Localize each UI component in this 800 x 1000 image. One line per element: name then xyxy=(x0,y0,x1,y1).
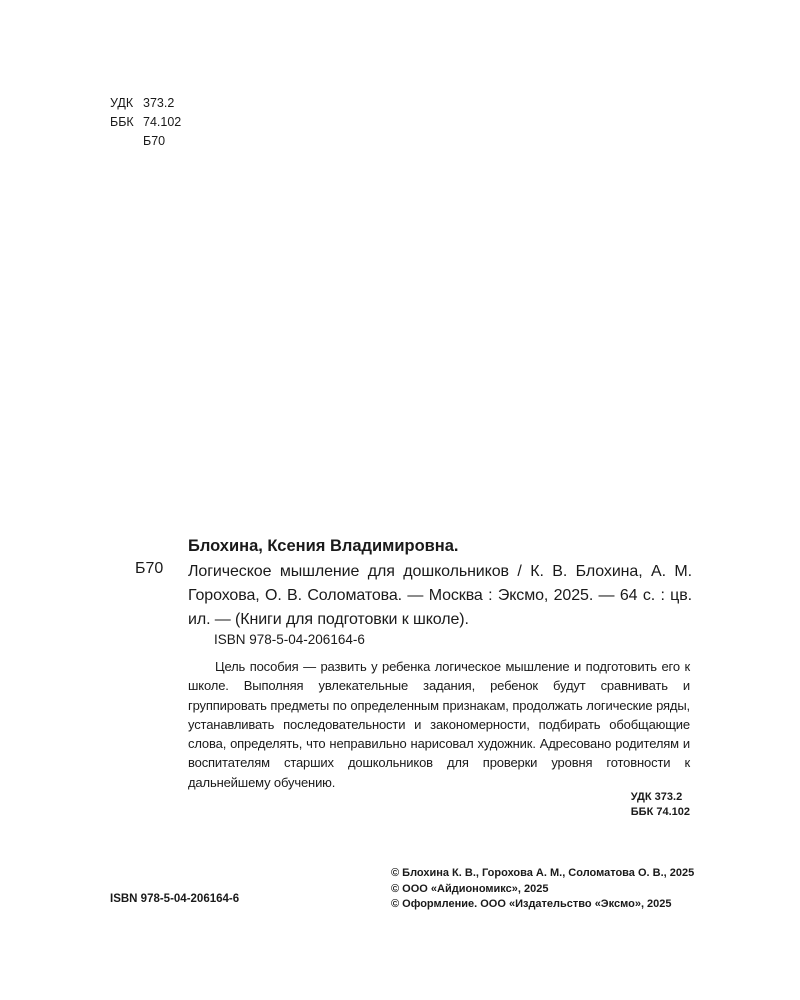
footer-isbn: ISBN 978-5-04-206164-6 xyxy=(110,893,240,905)
udk-label: УДК xyxy=(110,96,134,110)
entry-classification xyxy=(631,790,690,820)
entry-author: Блохина, Ксения Владимировна. xyxy=(188,537,459,555)
author-mark-top: Б70 xyxy=(143,134,166,148)
entry-udk: УДК 373.2 xyxy=(630,791,683,803)
entry-isbn: ISBN 978-5-04-206164-6 xyxy=(214,632,365,647)
bbk-line xyxy=(110,112,181,132)
entry-description: Логическое мышление для дошкольников / К. В. Блохина, А. М. Горохова, О. В. Соломатова. — Москва : Эксмо, 2025. — 64 с. : цв. ил. — (Книги для подготовки к школе). xyxy=(188,563,692,628)
entry-annotation: Цель пособия — развить у ребенка логическое мышление и подготовить его к школе. Выполняя увлекательные задания, ребенок будут сравнивать и группировать предметы по определенным признакам, продолжать логические ряды, устанавливать последовательности и закономерности, подбирать обобщающие слова, определять, что неправильно нарисовал художник. Адресовано родителям и воспитателям старших дошкольников для проверки уровня готовности к дальнейшему обучению. xyxy=(188,659,690,790)
bbk-value: 74.102 xyxy=(143,115,182,129)
copyright-line: © Оформление. ООО «Издательство «Эксмо», 2025 xyxy=(391,898,672,910)
entry-author-mark: Б70 xyxy=(135,560,164,577)
bbk-label: ББК xyxy=(110,115,134,129)
copyright-line: © ООО «Айдиономикс», 2025 xyxy=(391,882,549,895)
copyright-line: © Блохина К. В., Горохова А. М., Соломатова О. В., 2025 xyxy=(391,867,695,879)
entry-bbk: ББК 74.102 xyxy=(630,806,690,818)
udk-line xyxy=(110,93,174,113)
udk-value: 373.2 xyxy=(143,96,175,110)
copyright-block xyxy=(391,866,694,913)
